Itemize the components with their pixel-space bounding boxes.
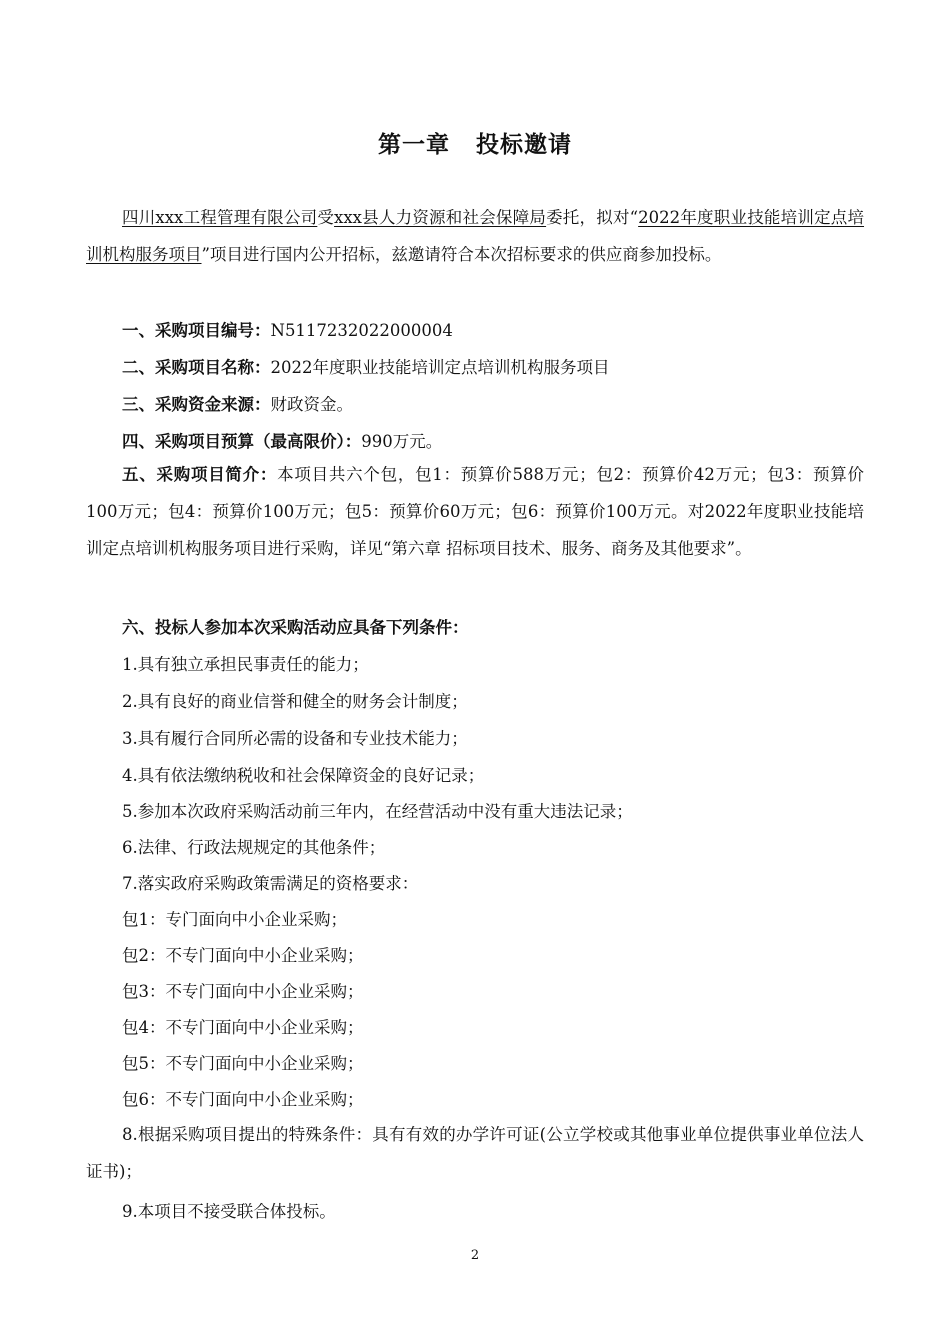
- chapter-number: 第一章: [378, 131, 450, 158]
- chapter-title: [0, 126, 950, 159]
- chapter-heading: 投标邀请: [476, 131, 572, 158]
- section-project-summary: 五、采购项目简介：本项目共六个包，包1：预算价588万元；包2：预算价42万元；包3：预算价100万元；包4：预算价100万元；包5：预算价60万元；包6：预算价100万元。对2022年度职业技能培训定点培训机构服务项目进行采购，详见“第六章 招标项目技术、服务、商务及其他要求”。: [86, 465, 865, 558]
- project-name: 2022年度职业技能培训定点培训机构服务项目: [86, 208, 865, 264]
- client-name: xxx县人力资源和社会保障局: [334, 208, 547, 227]
- page-number: 2: [470, 1248, 480, 1263]
- condition-item: 8.根据采购项目提出的特殊条件：具有有效的办学许可证(公立学校或其他事业单位提供事业单位法人证书)；: [86, 1125, 864, 1181]
- agency-name: 四川xxx工程管理有限公司: [122, 208, 318, 227]
- intro-paragraph: 四川xxx工程管理有限公司受xxx县人力资源和社会保障局委托，拟对“2022年度职业技能培训定点培训机构服务项目”项目进行国内公开招标，兹邀请符合本次招标要求的供应商参加投标。: [86, 208, 865, 264]
